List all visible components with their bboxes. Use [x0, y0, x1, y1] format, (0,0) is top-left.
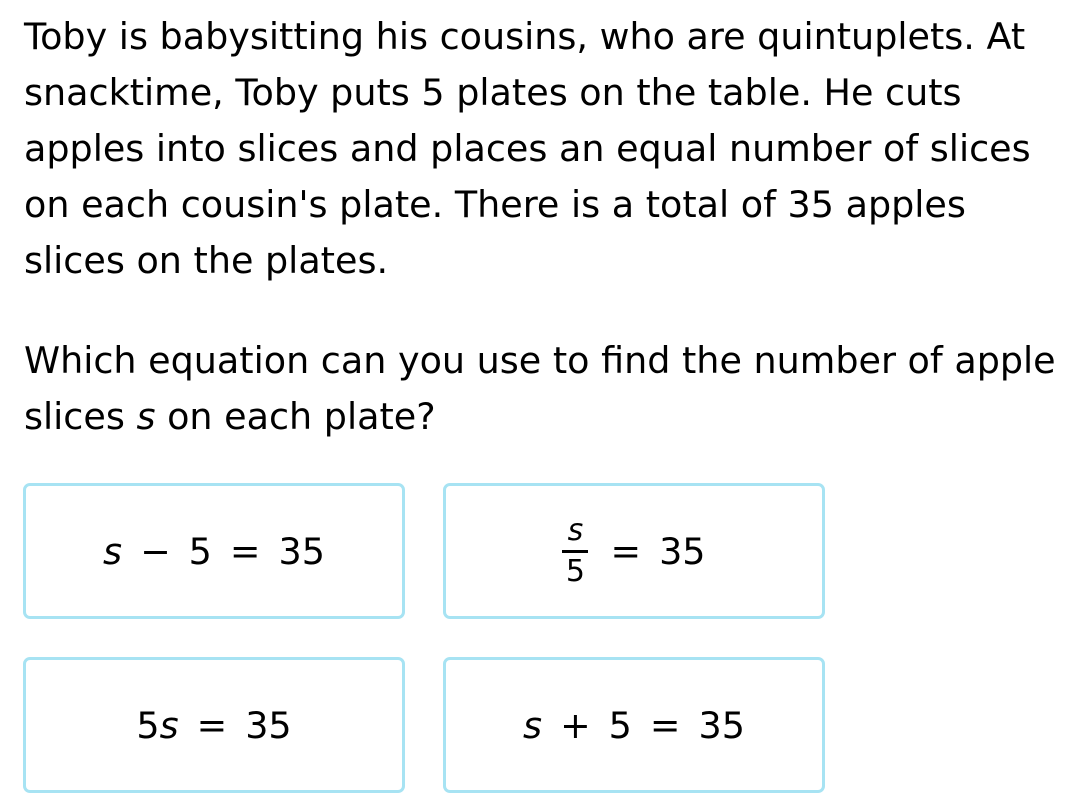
- question-variable: s: [136, 395, 156, 438]
- equation-variable: s: [103, 529, 123, 573]
- equation-rhs: 35: [698, 703, 745, 747]
- equation-variable: s: [523, 703, 543, 747]
- equals-sign: =: [196, 703, 228, 747]
- equals-sign: =: [229, 529, 261, 573]
- fraction: [562, 514, 588, 589]
- equation: [523, 704, 745, 747]
- answer-choice-s-minus-5[interactable]: [23, 483, 405, 619]
- equation-number: 5: [188, 529, 212, 573]
- equation: [136, 704, 291, 747]
- fraction-numerator: s: [567, 512, 584, 548]
- equals-sign: =: [649, 703, 681, 747]
- equals-sign: =: [610, 529, 642, 573]
- answer-choice-s-plus-5[interactable]: [443, 657, 825, 793]
- question-prompt: [24, 333, 1064, 445]
- equation-rhs: 35: [659, 529, 706, 573]
- problem-paragraph: Toby is babysitting his cousins, who are quintuplets. At snacktime, Toby puts 5 plates on the table. He cuts apples into slices and places an equal number of slices on each cousin's plate. There is a total of 35 apples slices on the plates.: [24, 15, 1031, 282]
- equation-operator: +: [560, 703, 591, 747]
- fraction-bar: [562, 550, 588, 553]
- answer-choice-5s[interactable]: [23, 657, 405, 793]
- equation: [103, 530, 325, 573]
- question-text-end: on each plate?: [155, 395, 436, 438]
- equation-rhs: 35: [278, 529, 325, 573]
- equation-variable: s: [159, 703, 179, 747]
- equation-number: 5: [608, 703, 632, 747]
- equation-rhs: 35: [245, 703, 292, 747]
- equation-operator: −: [140, 529, 171, 573]
- equation: [562, 514, 705, 589]
- question-text-start: Which equation can you use to find the number of apple slices: [24, 339, 1056, 438]
- answer-choice-s-over-5[interactable]: [443, 483, 825, 619]
- problem-text: [24, 9, 1064, 445]
- equation-coefficient: 5: [136, 703, 160, 747]
- fraction-denominator: 5: [565, 553, 586, 589]
